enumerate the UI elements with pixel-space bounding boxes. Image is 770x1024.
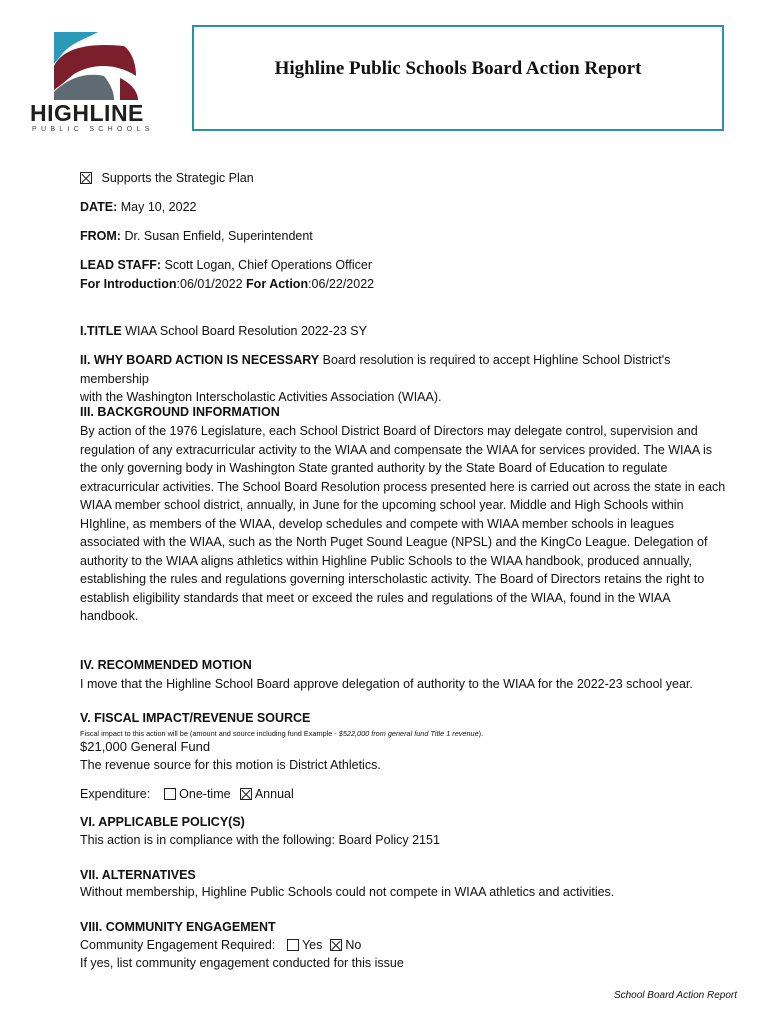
logo-subtitle: PUBLIC SCHOOLS (32, 126, 154, 133)
community-text: If yes, list community engagement conducted for this issue (80, 956, 404, 970)
background-line: handbook. (80, 609, 139, 623)
date-value: May 10, 2022 (120, 200, 197, 214)
background-line: the only governing body in Washington State granted authority by the State Board of Education to regulate (80, 461, 668, 475)
page-title: Highline Public Schools Board Action Report (274, 58, 642, 79)
dates-row (80, 275, 374, 294)
policy-text: This action is in compliance with the following: Board Policy 2151 (80, 833, 440, 847)
lead-staff-label: LEAD STAFF: (80, 258, 162, 272)
onetime-checkbox[interactable] (164, 788, 176, 800)
fiscal-note (80, 729, 735, 738)
intro-value: :06/01/2022 (176, 277, 243, 291)
why-heading: II. WHY BOARD ACTION IS NECESSARY (80, 353, 320, 367)
background-line: authority to the WIAA aligns athletics within Highline Public Schools to the WIAA handbook, produced annually, (80, 553, 692, 568)
expenditure-label: Expenditure: (80, 787, 151, 801)
background-line: associated with the WIAA, such as the North Puget Sound League (NPSL) and the KingCo League. Delegation of (80, 535, 708, 549)
strategic-plan-label: Supports the Strategic Plan (101, 171, 254, 185)
background-line: establishing the rules and regulations governing interscholastic activity. The Board of Directors retains the right to (80, 572, 705, 586)
action-label: For Action (246, 277, 309, 291)
from-row (80, 227, 313, 246)
expenditure-row (80, 785, 294, 804)
action-value: :06/22/2022 (308, 277, 375, 291)
intro-label: For Introduction (80, 277, 177, 291)
annual-label: Annual (254, 787, 294, 801)
from-label: FROM: (80, 229, 121, 243)
logo-wordmark: HIGHLINE (30, 100, 144, 126)
fiscal-note-text: Fiscal impact to this action will be (amount and source including fund Example - (80, 729, 339, 738)
background-line: WIAA member school district, annually, in June for the upcoming school year. Middle and High Schools within (80, 498, 684, 512)
why-text: Board resolution is required to accept Highline School District's membership (80, 353, 671, 386)
fiscal-heading: V. FISCAL IMPACT/REVENUE SOURCE (80, 711, 311, 725)
motion-heading: IV. RECOMMENDED MOTION (80, 658, 252, 672)
strategic-plan-row (80, 169, 254, 188)
fiscal-amount: $21,000 General Fund (80, 739, 211, 754)
community-yes-label: Yes (301, 938, 323, 952)
background-line: establish eligibility standards that meet or exceed the rules and regulations of the WIAA, found in the WIAA (80, 590, 671, 605)
policy-heading: VI. APPLICABLE POLICY(S) (80, 815, 245, 829)
motion-text: I move that the Highline School Board approve delegation of authority to the WIAA for the 2022-23 school year. (80, 677, 693, 691)
background-text (80, 422, 735, 626)
page-footer: School Board Action Report (613, 990, 737, 1001)
alternatives-heading: VII. ALTERNATIVES (80, 868, 196, 882)
title-heading: I.TITLE (80, 324, 122, 338)
fiscal-note-example: $522,000 from general fund Title 1 revenue (338, 729, 479, 738)
community-no-checkbox[interactable] (330, 939, 342, 951)
community-no-label: No (345, 938, 362, 952)
section-why (80, 351, 735, 407)
community-label: Community Engagement Required: (80, 938, 276, 952)
community-heading: VIII. COMMUNITY ENGAGEMENT (80, 920, 276, 934)
background-heading: III. BACKGROUND INFORMATION (80, 405, 280, 419)
background-line: By action of the 1976 Legislature, each School District Board of Directors may delegate control, supervision and (80, 424, 698, 438)
background-line: regulation of any extracurricular activity to the WIAA and compensate the WIAA for services provided. The WIAA is (80, 442, 713, 457)
date-label: DATE: (80, 200, 118, 214)
fiscal-source: The revenue source for this motion is District Athletics. (80, 758, 381, 772)
date-row (80, 198, 197, 217)
annual-checkbox[interactable] (240, 788, 252, 800)
from-value: Dr. Susan Enfield, Superintendent (124, 229, 313, 243)
community-yes-checkbox[interactable] (287, 939, 299, 951)
why-text-2: with the Washington Interscholastic Activities Association (WIAA). (80, 390, 442, 404)
strategic-plan-checkbox[interactable] (80, 172, 92, 184)
alternatives-text: Without membership, Highline Public Schools could not compete in WIAA athletics and activities. (80, 885, 615, 899)
section-title (80, 322, 735, 341)
community-row (80, 936, 361, 955)
title-text: WIAA School Board Resolution 2022-23 SY (125, 324, 367, 338)
background-line: HIghline, as members of the WIAA, develop schedules and compete with WIAA member schools in leagues (80, 516, 675, 531)
background-line: extracurricular activities. The School Board Resolution process presented here is carried out across the state in each (80, 479, 726, 494)
onetime-label: One-time (179, 787, 231, 801)
fiscal-note-end: ). (478, 729, 484, 738)
lead-staff-row (80, 256, 372, 275)
lead-staff-value: Scott Logan, Chief Operations Officer (164, 258, 373, 272)
